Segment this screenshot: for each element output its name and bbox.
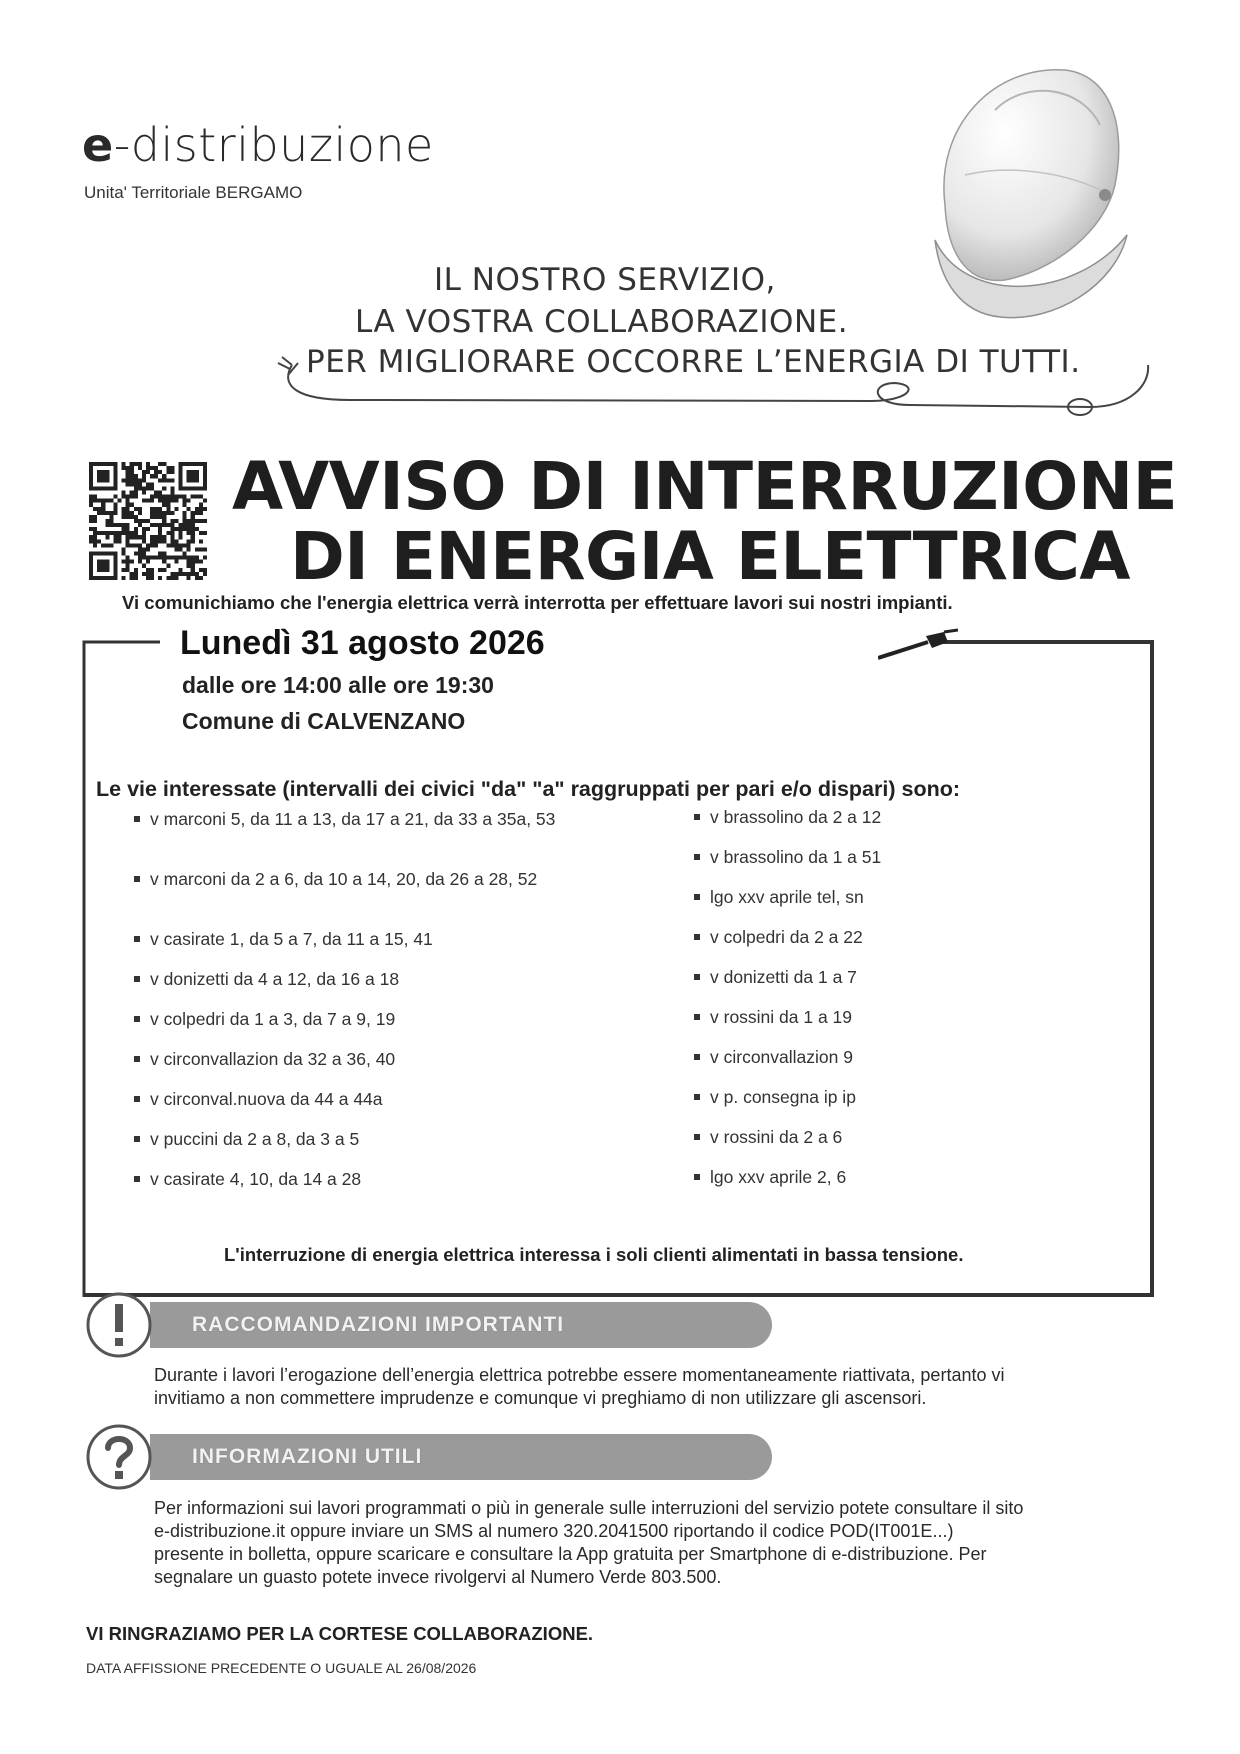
low-voltage-note: L'interruzione di energia elettrica interessa i soli clienti alimentati in bassa tensione. [224, 1244, 964, 1265]
street-item [694, 1046, 1094, 1069]
info-line-3: presente in bolletta, oppure scaricare e consultare la App gratuita per Smartphone di e-distribuzione. Per [154, 1544, 987, 1564]
outage-municipality: Comune di CALVENZANO [182, 708, 466, 734]
bullet-icon [134, 1016, 140, 1022]
notice-title-line-2: DI ENERGIA ELETTRICA [290, 518, 1131, 595]
street-text: v circonval.nuova da 44 a 44a [150, 1089, 383, 1109]
posting-date: DATA AFFISSIONE PRECEDENTE O UGUALE AL 26/08/2026 [86, 1660, 477, 1676]
street-text: v rossini da 1 a 19 [710, 1007, 853, 1027]
street-text: v colpedri da 1 a 3, da 7 a 9, 19 [150, 1009, 396, 1029]
street-text: v marconi da 2 a 6, da 10 a 14, 20, da 26 a 28, 52 [150, 869, 538, 889]
street-text: lgo xxv aprile tel, sn [710, 887, 864, 907]
bullet-icon [694, 1054, 700, 1060]
bullet-icon [694, 1094, 700, 1100]
bullet-icon [694, 854, 700, 860]
info-line-1: Per informazioni sui lavori programmati o più in generale sulle interruzioni del servizio potete consultare il sito [154, 1498, 1024, 1518]
street-item [694, 966, 1094, 989]
bullet-icon [134, 976, 140, 982]
street-item [134, 928, 564, 951]
street-item [134, 1088, 564, 1111]
outage-date: Lunedì 31 agosto 2026 [180, 624, 545, 662]
bullet-icon [694, 1174, 700, 1180]
street-text: v donizetti da 4 a 12, da 16 a 18 [150, 969, 400, 989]
bullet-icon [694, 974, 700, 980]
bullet-icon [134, 816, 140, 822]
qr-code [89, 462, 207, 580]
bullet-icon [134, 876, 140, 882]
street-text: v casirate 4, 10, da 14 a 28 [150, 1169, 362, 1189]
street-item [134, 968, 564, 991]
logo-e-mark: e [82, 118, 114, 172]
streets-heading: Le vie interessate (intervalli dei civici "da" "a" raggruppati per pari e/o dispari) sono: [96, 777, 960, 801]
bullet-icon [694, 814, 700, 820]
info-line-4: segnalare un guasto potete invece rivolgervi al Numero Verde 803.500. [154, 1567, 722, 1587]
street-text: v marconi 5, da 11 a 13, da 17 a 21, da 33 a 35a, 53 [150, 809, 556, 829]
info-title: INFORMAZIONI UTILI [192, 1445, 423, 1468]
bullet-icon [134, 936, 140, 942]
territorial-unit: Unita' Territoriale BERGAMO [84, 183, 303, 202]
company-logo [82, 118, 434, 172]
street-item [134, 868, 564, 891]
intro-text: Vi comunichiamo che l'energia elettrica verrà interrotta per effettuare lavori sui nostri impianti. [122, 592, 953, 613]
bullet-icon [694, 1134, 700, 1140]
notice-title-line-1: AVVISO DI INTERRUZIONE [232, 448, 1178, 525]
recommendations-line-1: Durante i lavori l’erogazione dell’energia elettrica potrebbe essere momentaneamente riattivata, pertanto vi [154, 1365, 1005, 1385]
safety-helmet-illustration [905, 55, 1135, 325]
bullet-icon [694, 934, 700, 940]
question-icon [84, 1422, 154, 1492]
street-item [134, 808, 564, 831]
street-item [694, 886, 1094, 909]
bullet-icon [694, 894, 700, 900]
street-text: v p. consegna ip ip [710, 1087, 856, 1107]
street-item [694, 926, 1094, 949]
recommendations-line-2: invitiamo a non commettere imprudenze e comunque vi preghiamo di non utilizzare gli ascensori. [154, 1388, 927, 1408]
bullet-icon [134, 1136, 140, 1142]
bullet-icon [134, 1096, 140, 1102]
slogan-line-3: PER MIGLIORARE OCCORRE L’ENERGIA DI TUTTI. [306, 344, 1081, 380]
street-text: v casirate 1, da 5 a 7, da 11 a 15, 41 [150, 929, 433, 949]
street-item [134, 1168, 564, 1191]
street-text: v circonvallazion da 32 a 36, 40 [150, 1049, 396, 1069]
bullet-icon [694, 1014, 700, 1020]
street-item [694, 806, 1094, 829]
street-item [694, 846, 1094, 869]
slogan-line-1: IL NOSTRO SERVIZIO, [434, 262, 776, 298]
bullet-icon [134, 1056, 140, 1062]
street-text: v donizetti da 1 a 7 [710, 967, 857, 987]
street-item [694, 1006, 1094, 1029]
info-text [154, 1497, 1023, 1589]
street-text: lgo xxv aprile 2, 6 [710, 1167, 847, 1187]
street-item [694, 1086, 1094, 1109]
info-line-2: e-distribuzione.it oppure inviare un SMS al numero 320.2041500 riportando il codice POD(IT001E...) [154, 1521, 954, 1541]
exclamation-icon [84, 1290, 154, 1360]
slogan-line-2: LA VOSTRA COLLABORAZIONE. [355, 304, 849, 340]
street-item [694, 1126, 1094, 1149]
street-text: v puccini da 2 a 8, da 3 a 5 [150, 1129, 360, 1149]
street-text: v brassolino da 1 a 51 [710, 847, 882, 867]
recommendations-title: RACCOMANDAZIONI IMPORTANTI [192, 1313, 565, 1336]
street-item [134, 1048, 564, 1071]
bullet-icon [134, 1176, 140, 1182]
street-item [134, 1128, 564, 1151]
street-text: v brassolino da 2 a 12 [710, 807, 882, 827]
recommendations-text [154, 1364, 1004, 1410]
outage-time: dalle ore 14:00 alle ore 19:30 [182, 672, 494, 698]
street-text: v rossini da 2 a 6 [710, 1127, 843, 1147]
street-text: v colpedri da 2 a 22 [710, 927, 863, 947]
thanks-text: VI RINGRAZIAMO PER LA CORTESE COLLABORAZIONE. [86, 1623, 594, 1644]
power-cable-decoration [270, 355, 1170, 435]
logo-wordmark: -distribuzione [113, 118, 434, 172]
street-item [134, 1008, 564, 1031]
street-text: v circonvallazion 9 [710, 1047, 853, 1067]
plug-icon [878, 624, 958, 664]
street-item [694, 1166, 1094, 1189]
